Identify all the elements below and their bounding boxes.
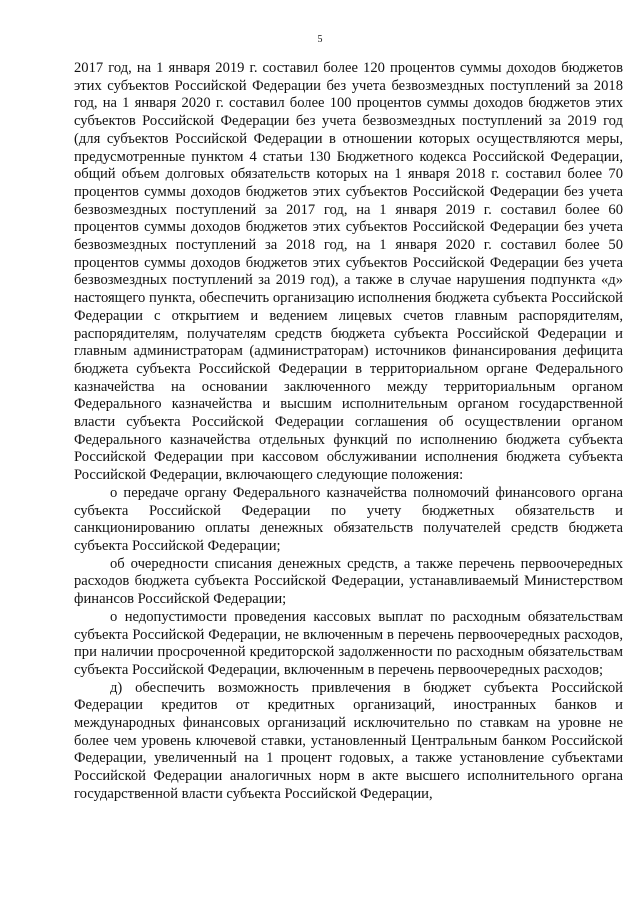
paragraph-provision-inadmissibility: о недопустимости проведения кассовых выплат по расходным обязательствам субъекта Российской Федерации, не включенным в перечень первоочередных расходов, при наличии просроченной кредиторской задолженности по расходным обязательствам субъекта Российской Федерации, включенным в перечень первоочередных расходов; xyxy=(74,608,623,678)
paragraph-provision-transfer-of-powers: о передаче органу Федерального казначейства полномочий финансового органа субъекта Российской Федерации по учету бюджетных обязательств и санкционированию оплаты денежных обязательств получателей средств бюджета субъекта Российской Федерации; xyxy=(74,484,623,554)
paragraph-provision-payment-priority: об очередности списания денежных средств, а также перечень первоочередных расходов бюджета субъекта Российской Федерации, устанавливаемый Министерством финансов Российской Федерации; xyxy=(74,555,623,608)
paragraph-continuation: 2017 год, на 1 января 2019 г. составил более 120 процентов суммы доходов бюджетов этих субъектов Российской Федерации без учета безвозмездных поступлений за 2018 год, на 1 января 2020 г. составил более 100 процентов суммы доходов бюджетов этих субъектов Российской Федерации без учета безвозмездных поступлений за 2019 год (для субъектов Российской Федерации в отношении которых осуществляются меры, предусмотренные пунктом 4 статьи 130 Бюджетного кодекса Российской Федерации, общий объем долговых обязательств которых на 1 января 2018 г. составил более 70 процентов суммы доходов бюджетов этих субъектов Российской Федерации без учета безвозмездных поступлений за 2017 год, на 1 января 2019 г. составил более 60 процентов суммы доходов бюджетов этих субъектов Российской Федерации без учета безвозмездных поступлений за 2018 год, на 1 января 2020 г. составил более 50 процентов суммы доходов бюджетов этих субъектов Российской Федерации без учета безвозмездных поступлений за 2019 год), а также в случае нарушения подпункта «д» настоящего пункта, обеспечить организацию исполнения бюджета субъекта Российской Федерации с открытием и ведением лицевых счетов главным распорядителям, распорядителям, получателям средств бюджета субъекта Российской Федерации и главным администраторам (администраторам) источников финансирования дефицита бюджета субъекта Российской Федерации в территориальном органе Федерального казначейства на основании заключенного между территориальным органом Федерального казначейства и высшим исполнительным органом государственной власти субъекта Российской Федерации соглашения об осуществлении органом Федерального казначейства отдельных функций по исполнению бюджета субъекта Российской Федерации при кассовом обслуживании исполнения бюджета субъекта Российской Федерации, включающего следующие положения: xyxy=(74,60,623,484)
page-number: 5 xyxy=(317,34,323,45)
paragraph-subitem-d: д) обеспечить возможность привлечения в бюджет субъекта Российской Федерации кредитов от кредитных организаций, иностранных банков и международных финансовых организаций исключительно по ставкам на уровне не более чем уровень ключевой ставки, установленный Центральным банком Российской Федерации, увеличенный на 1 процент годовых, а также установление субъектами Российской Федерации аналогичных норм в акте высшего исполнительного органа государственной власти субъекта Российской Федерации, xyxy=(74,679,623,802)
document-body xyxy=(74,60,623,804)
